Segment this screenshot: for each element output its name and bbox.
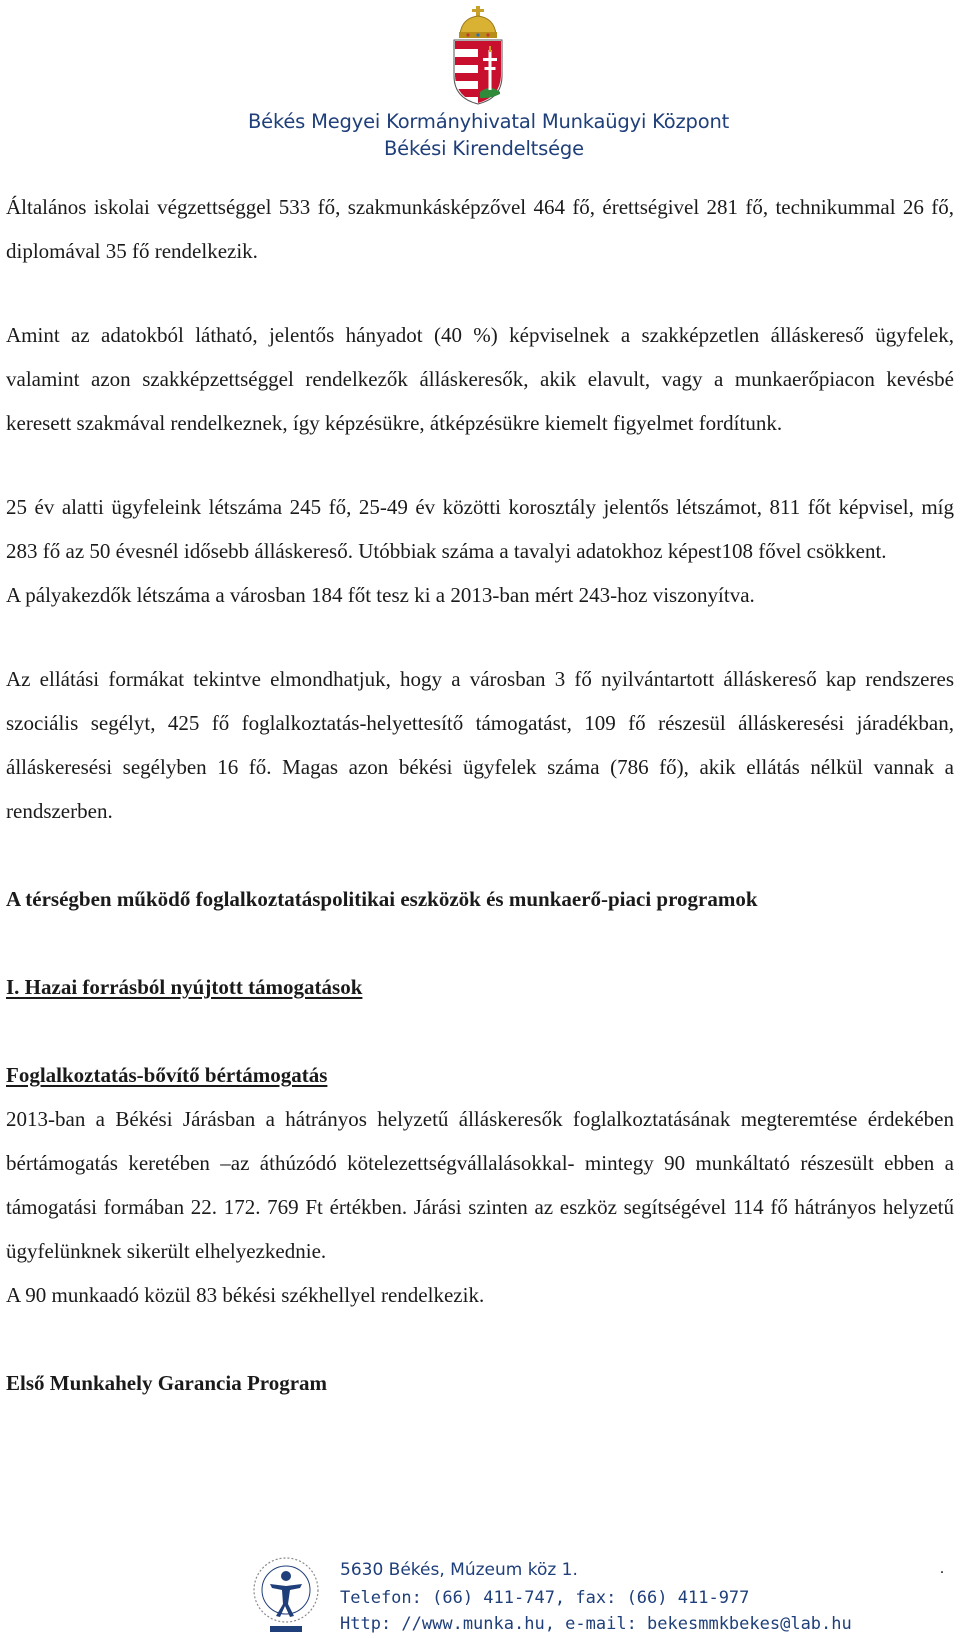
section-heading-first-job: Első Munkahely Garancia Program bbox=[6, 1371, 328, 1395]
paragraph-employers: A 90 munkaadó közül 83 békési székhellyel rendelkezik. bbox=[6, 1283, 485, 1307]
footer-web-email: Http: //www.munka.hu, e-mail: bekesmmkbekes@lab.hu bbox=[340, 1614, 852, 1634]
hungarian-coat-of-arms-icon bbox=[450, 6, 506, 106]
header-office-name: Békés Megyei Kormányhivatal Munkaügyi Központ bbox=[248, 110, 730, 133]
paragraph-education: Általános iskolai végzettséggel 533 fő, szakmunkásképzővel 464 fő, érettségivel 281 fő, technikummal 26 fő, diplomával 35 fő rendelkezik. bbox=[6, 195, 954, 263]
paragraph-age-groups: 25 év alatti ügyfeleink létszáma 245 fő, 25-49 év közötti korosztály jelentős létszámot, 811 főt képvisel, míg 283 fő az 50 évesnél idősebb álláskereső. Utóbbiak száma a tavalyi adatokhoz képest108 fővel csökkent. bbox=[6, 495, 954, 563]
header-branch-name: Békési Kirendeltsége bbox=[384, 137, 584, 160]
section-heading-wage-subsidy: Foglalkoztatás-bővítő bértámogatás bbox=[6, 1063, 328, 1087]
footer-phone: Telefon: (66) 411-747, fax: (66) 411-977 bbox=[340, 1588, 750, 1608]
footer-address: 5630 Békés, Múzeum köz 1. bbox=[340, 1560, 578, 1580]
section-heading-domestic: I. Hazai forrásból nyújtott támogatások bbox=[6, 975, 363, 999]
paragraph-career-starters: A pályakezdők létszáma a városban 184 főt tesz ki a 2013-ban mért 243-hoz viszonyítva. bbox=[6, 583, 755, 607]
paragraph-benefits: Az ellátási formákat tekintve elmondhatjuk, hogy a városban 3 fő nyilvántartott álláskereső kap rendszeres szociális segélyt, 425 fő foglalkoztatás-helyettesítő támogatást, 109 fő részesül álláskeresési járadékban, álláskeresési segélyben 16 fő. Magas azon békési ügyfelek száma (786 fő), akik ellátás nélkül vannak a rendszerben. bbox=[6, 667, 954, 823]
paragraph-wage-subsidy: 2013-ban a Békési Járásban a hátrányos helyzetű álláskeresők foglalkoztatásának megteremtése érdekében bértámogatás keretében –az áthúzódó kötelezettségvállalásokkal- mintegy 90 munkáltató részesült ebben a támogatási formában 22. 172. 769 Ft értékben. Járási szinten az eszköz segítségével 114 fő hátrányos helyzetű ügyfelünknek sikerült elhelyezkednie. bbox=[6, 1107, 954, 1263]
document-body bbox=[6, 185, 954, 1405]
section-heading-programs: A térségben működő foglalkoztatáspolitikai eszközök és munkaerő-piaci programok bbox=[6, 887, 758, 911]
nfsz-logo-icon bbox=[250, 1550, 322, 1638]
paragraph-unskilled: Amint az adatokból látható, jelentős hányadot (40 %) képviselnek a szakképzetlen álláskereső ügyfelek, valamint azon szakképzettséggel rendelkezők álláskeresők, akik elavult, vagy a munkaerőpiacon kevésbé keresett szakmával rendelkeznek, így képzésükre, átképzésükre kiemelt figyelmet fordítunk. bbox=[6, 323, 954, 435]
trailing-mark: . bbox=[940, 1560, 944, 1577]
